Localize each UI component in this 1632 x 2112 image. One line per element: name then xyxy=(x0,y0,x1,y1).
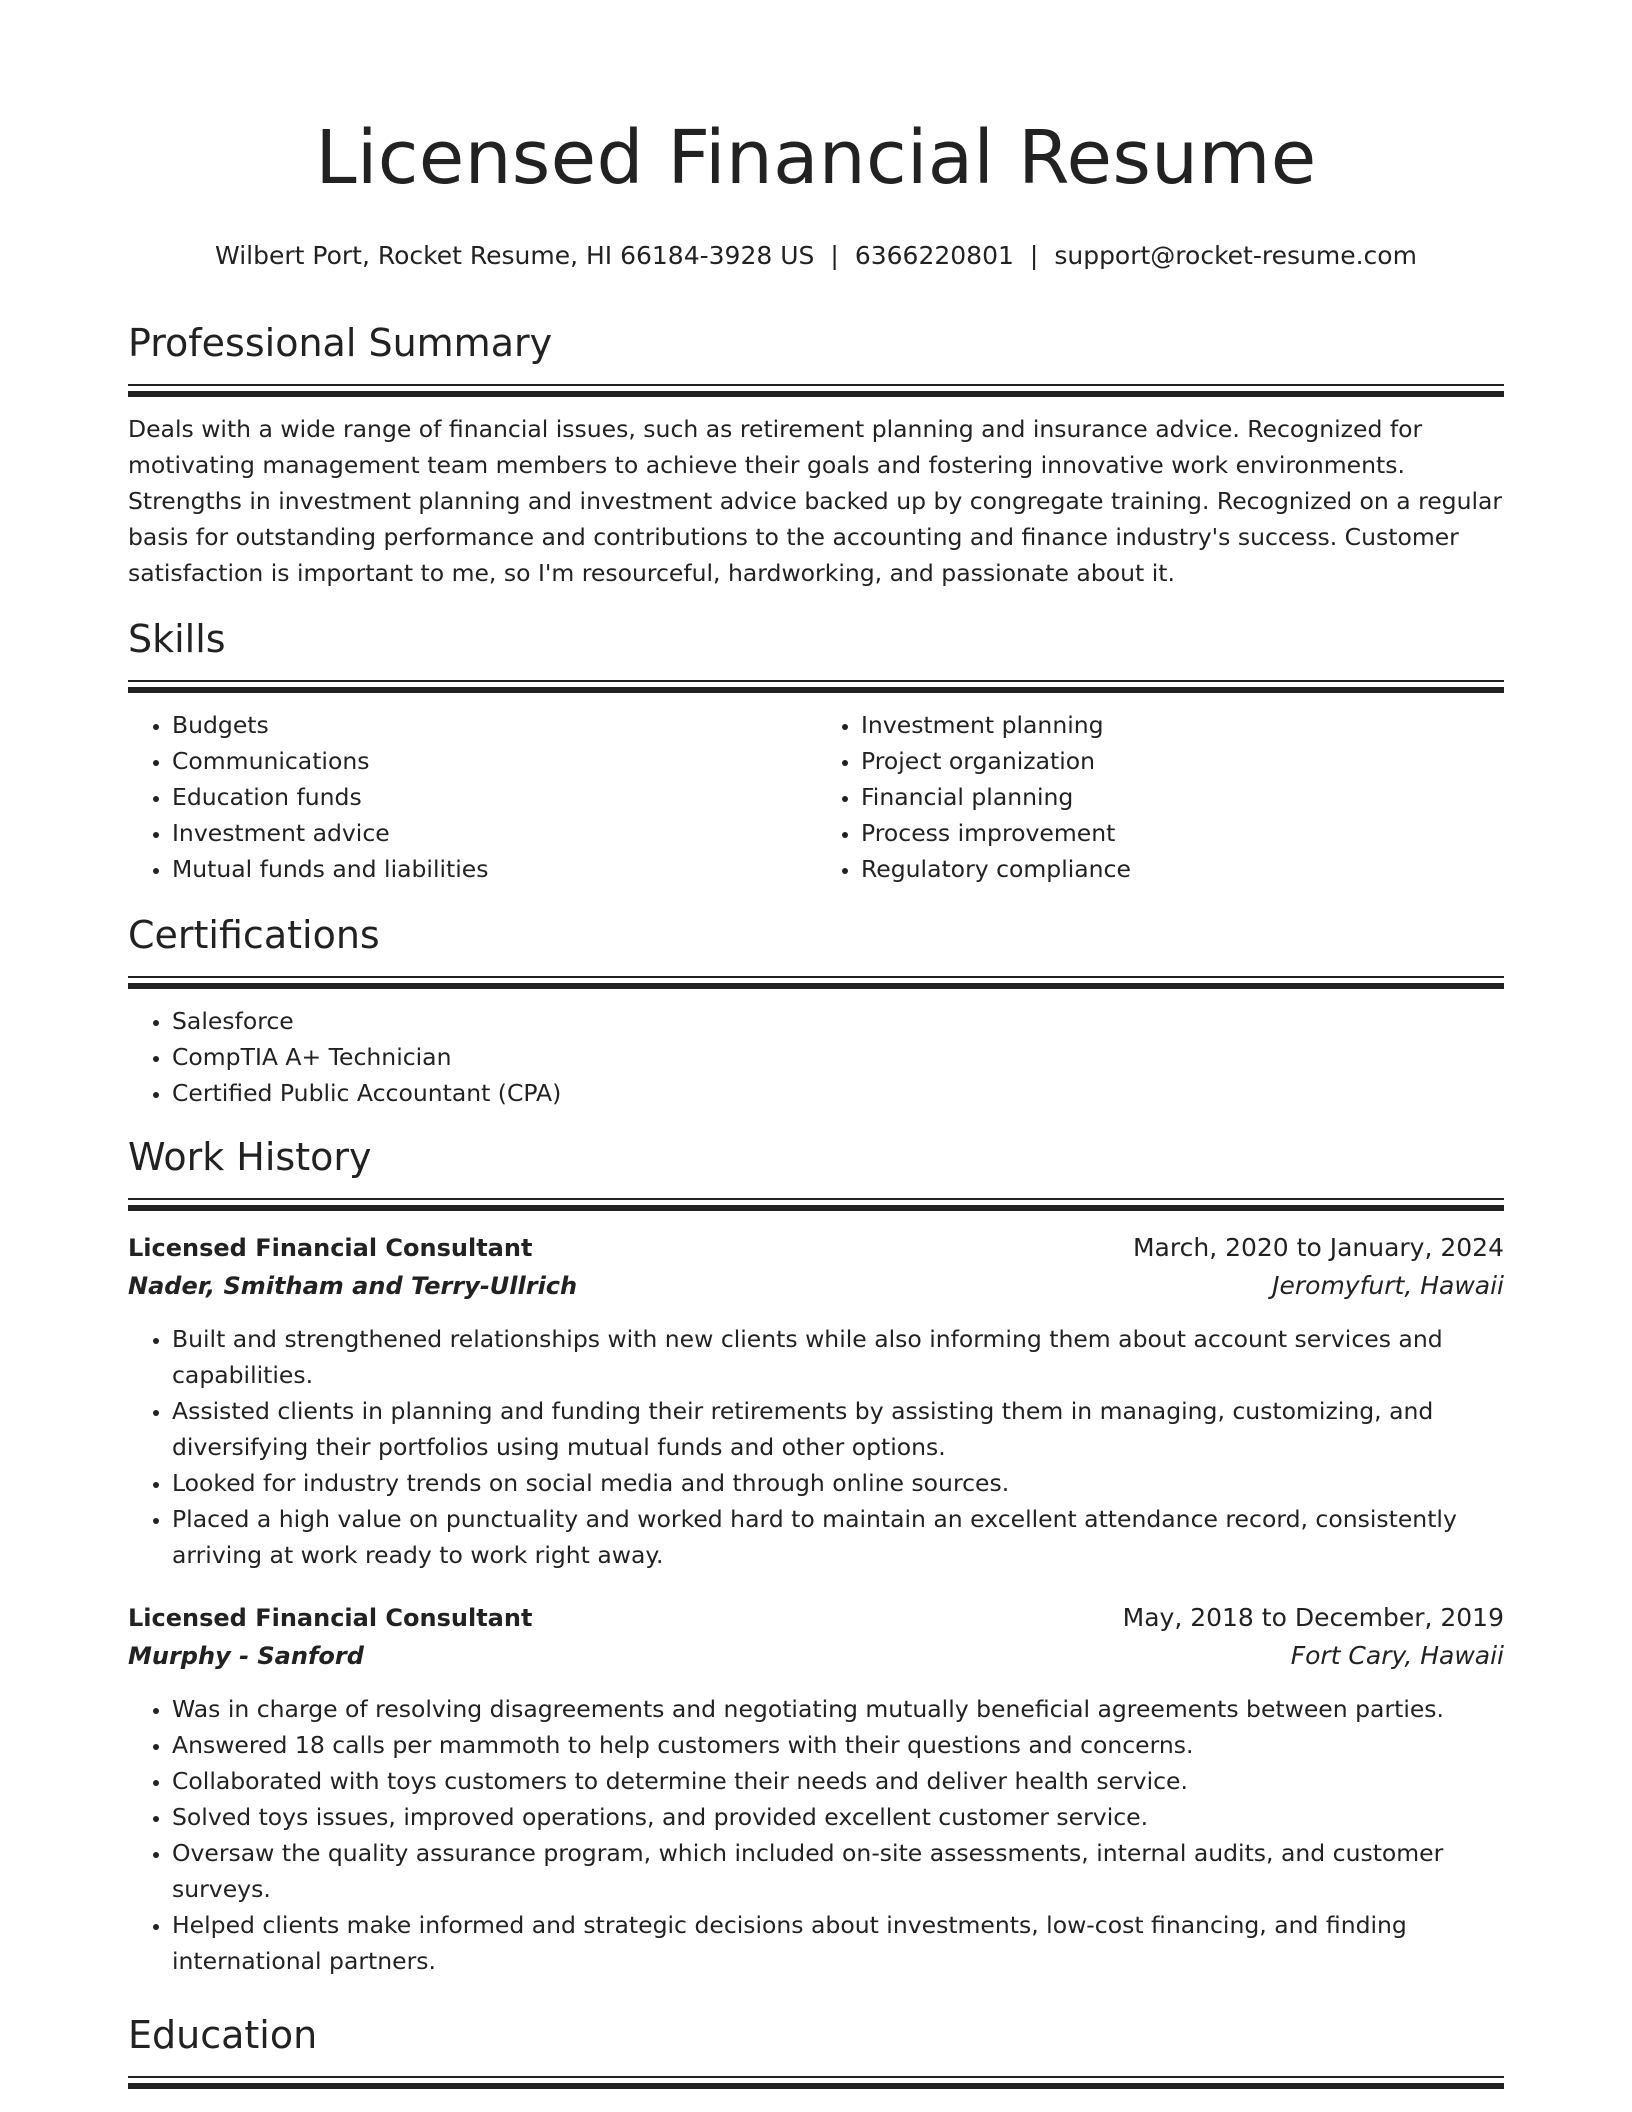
contact-address: Wilbert Port, Rocket Resume, HI 66184-3928 US xyxy=(215,241,815,270)
skills-list-left xyxy=(128,707,816,887)
section-divider xyxy=(128,983,1504,989)
list-item: • Solved toys issues, improved operations, and provided excellent customer service. xyxy=(172,1799,1504,1835)
summary-text: Deals with a wide range of financial issues, such as retirement planning and insurance advice. Recognized for motivating management team members to achieve their goals and fostering innovative work environments. Strengths in investment planning and investment advice backed up by congregate training. Recognized on a regular basis for outstanding performance and contributions to the accounting and finance industry's success. Customer satisfaction is important to me, so I'm resourceful, hardworking, and passionate about it. xyxy=(128,415,1503,587)
list-item: • Investment advice xyxy=(172,815,816,851)
section-heading: Work History xyxy=(128,1132,1504,1200)
list-item: • Mutual funds and liabilities xyxy=(172,851,816,887)
section-heading: Education xyxy=(128,2010,1504,2078)
skills-list-right xyxy=(816,707,1504,887)
list-item: • Assisted clients in planning and funding their retirements by assisting them in managing, customizing, and diversifying their portfolios using mutual funds and other options. xyxy=(172,1393,1504,1465)
certifications-list xyxy=(128,1003,1504,1111)
resume-title: Licensed Financial Resume xyxy=(315,115,1317,201)
list-item: • Salesforce xyxy=(172,1003,1504,1039)
section-divider xyxy=(128,2083,1504,2089)
list-item: • Education funds xyxy=(172,779,816,815)
contact-separator: | xyxy=(830,241,839,270)
contact-email: support@rocket-resume.com xyxy=(1054,241,1417,270)
contact-phone: 6366220801 xyxy=(854,241,1014,270)
job-header xyxy=(128,1599,1504,1637)
job-bullets xyxy=(128,1691,1504,1979)
list-item: • Communications xyxy=(172,743,816,779)
section-work-history xyxy=(128,1132,1504,1979)
job-header xyxy=(128,1229,1504,1267)
list-item: • Helped clients make informed and strategic decisions about investments, low-cost financing, and finding international partners. xyxy=(172,1907,1504,1979)
contact-line xyxy=(128,240,1504,272)
list-item: • Process improvement xyxy=(861,815,1504,851)
list-item: • Answered 18 calls per mammoth to help customers with their questions and concerns. xyxy=(172,1727,1504,1763)
job-subheader xyxy=(128,1267,1504,1305)
list-item: • CompTIA A+ Technician xyxy=(172,1039,1504,1075)
job-title: Licensed Financial Consultant xyxy=(128,1234,533,1262)
section-certifications xyxy=(128,910,1504,1111)
list-item: • Oversaw the quality assurance program, which included on-site assessments, internal audits, and customer surveys. xyxy=(172,1835,1504,1907)
section-divider xyxy=(128,391,1504,397)
job-entry xyxy=(128,1229,1504,1573)
list-item: • Investment planning xyxy=(861,707,1504,743)
section-professional-summary xyxy=(128,318,1504,591)
list-item: • Regulatory compliance xyxy=(861,851,1504,887)
list-item: • Built and strengthened relationships with new clients while also informing them about account services and capabilities. xyxy=(172,1321,1504,1393)
job-dates: May, 2018 to December, 2019 xyxy=(1122,1603,1504,1632)
contact-separator: | xyxy=(1029,241,1039,270)
job-location: Jeromyfurt, Hawaii xyxy=(1272,1271,1504,1300)
job-bullets xyxy=(128,1321,1504,1573)
list-item: • Project organization xyxy=(861,743,1504,779)
list-item: • Certified Public Accountant (CPA) xyxy=(172,1075,1504,1111)
section-heading: Professional Summary xyxy=(128,318,1504,386)
skills-columns xyxy=(128,693,1504,887)
job-title: Licensed Financial Consultant xyxy=(128,1604,533,1632)
section-education xyxy=(128,2010,1504,2089)
job-entry xyxy=(128,1599,1504,1979)
job-company: Murphy - Sanford xyxy=(128,1642,364,1670)
job-subheader xyxy=(128,1637,1504,1675)
section-heading: Certifications xyxy=(128,910,1504,978)
list-item: • Financial planning xyxy=(861,779,1504,815)
list-item: • Placed a high value on punctuality and worked hard to maintain an excellent attendance record, consistently arriving at work ready to work right away. xyxy=(172,1501,1504,1573)
list-item: • Budgets xyxy=(172,707,816,743)
section-divider xyxy=(128,1205,1504,1211)
job-company: Nader, Smitham and Terry-Ullrich xyxy=(128,1272,578,1300)
list-item: • Collaborated with toys customers to determine their needs and deliver health service. xyxy=(172,1763,1504,1799)
list-item: • Was in charge of resolving disagreements and negotiating mutually beneficial agreements between parties. xyxy=(172,1691,1504,1727)
section-skills xyxy=(128,614,1504,887)
job-dates: March, 2020 to January, 2024 xyxy=(1132,1233,1504,1262)
section-heading: Skills xyxy=(128,614,1504,682)
job-location: Fort Cary, Hawaii xyxy=(1290,1641,1504,1670)
list-item: • Looked for industry trends on social media and through online sources. xyxy=(172,1465,1504,1501)
